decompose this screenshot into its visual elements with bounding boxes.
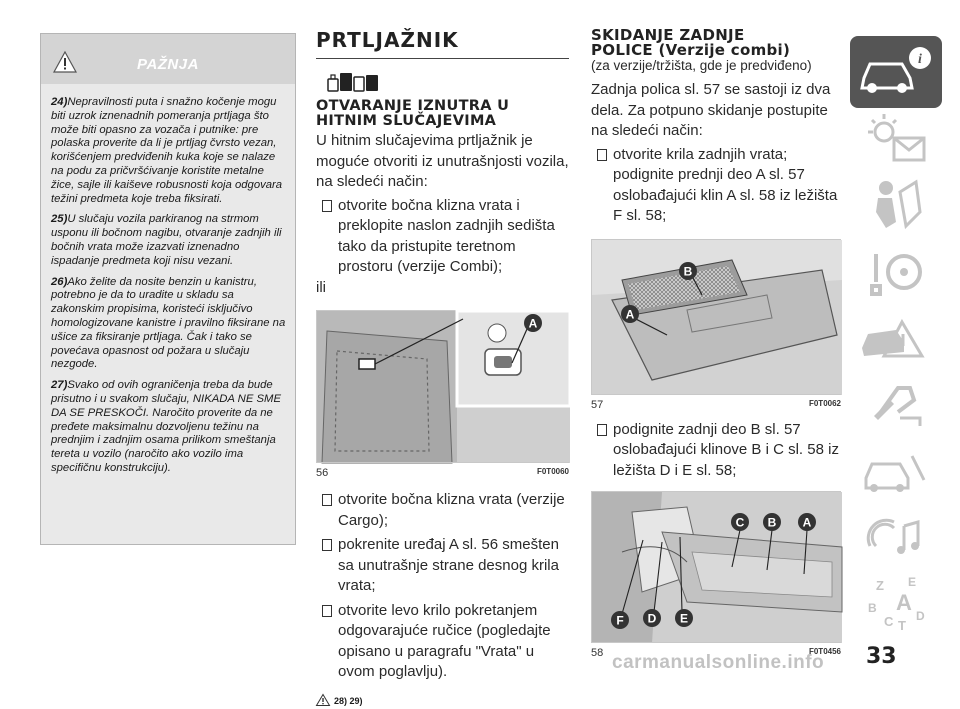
callout-label-d: D (647, 611, 657, 626)
list-item: pokrenite uređaj A sl. 56 smešten sa unutrašnje strane desnog krila vrata; (316, 535, 569, 597)
multimedia-icon (850, 502, 942, 568)
tab-key-steering[interactable] (850, 238, 942, 310)
section-title: SKIDANJE ZADNJE (591, 26, 745, 44)
svg-text:D: D (916, 609, 925, 623)
section-title: PRTLJAŽNIK (316, 28, 569, 59)
rear-shelf-illustration (592, 240, 842, 395)
tab-specifications[interactable] (850, 436, 942, 508)
references (316, 691, 569, 709)
figure-caption (316, 462, 569, 480)
watermark: carmanualsonline.info (612, 652, 825, 673)
intro-paragraph: Zadnja polica sl. 57 se sastoji iz dva dela. Za potpuno skidanje postupite na sledeći način: (591, 81, 831, 139)
tab-service[interactable] (850, 370, 942, 442)
reference-numbers: 28) 29) (334, 695, 363, 706)
warning-body (41, 84, 295, 476)
tab-airbag-seat[interactable] (850, 172, 942, 244)
callout-label-e: E (679, 611, 689, 626)
figure-58 (591, 491, 841, 642)
column-trunk (316, 28, 569, 709)
car-accident-icon (850, 304, 942, 370)
subsection-title: OTVARANJE IZNUTRA U HITNIM SLUČAJEVIMA (316, 98, 510, 129)
alphabetical-index-icon (850, 568, 942, 634)
subtitle: (za verzije/tržišta, gde je predviđeno) (591, 58, 812, 73)
figure-number: 58 (591, 647, 604, 659)
figure-56 (316, 310, 569, 462)
callout-label-c: C (735, 515, 745, 530)
car-info-icon (850, 36, 942, 108)
warning-item: 27)Svako od ovih ograničenja treba da bude prisutno i u svakom slučaju, NIKADA NE SME DA SE PRESKOČI. Naročito proverite da ne pređete maksimalnu dozvoljenu težinu na prednjim i zadnjim osama prilikom smeštanja tereta u vozilo (naročito ako vozilo ima specifičnu konstrukciju). (51, 379, 281, 474)
svg-text:A: A (896, 590, 912, 615)
callout-label-b: B (683, 264, 693, 278)
callout-label-b: B (767, 515, 777, 530)
warning-item: 24)Nepravilnosti puta i snažno kočenje mogu biti uzrok iznenadnih pomeranja prtljaga što može biti opasno za vozača i putnike: pre polaska proverite da li je prtljag čvrsto vezan, korišćenjem predviđenih kuka koje se nalaze na podu za pričvršćivanje koristite metalne žice, sajle ili kaiševe robusnosti koja odgovara težini predmeta koje treba fiksirati. (51, 96, 283, 205)
callout-label-f: F (616, 613, 624, 628)
callout-label-a: A (528, 316, 538, 331)
figure-caption (591, 394, 841, 412)
svg-text:Z: Z (876, 578, 884, 593)
intro-paragraph: U hitnim slučajevima prtljažnik je moguće otvoriti iz unutrašnjosti vozila, na sledeći način: (316, 132, 569, 190)
shelf-mount-illustration (592, 492, 842, 643)
checkbox-bullet-icon (322, 539, 332, 551)
svg-text:E: E (908, 575, 917, 589)
tab-emergency[interactable] (850, 304, 942, 376)
checkbox-bullet-icon (322, 494, 332, 506)
list-item: otvorite bočna klizna vrata (verzije Cargo); (316, 490, 569, 531)
specifications-icon (850, 436, 942, 502)
checkbox-bullet-icon (322, 605, 332, 617)
column-rear-shelf (591, 28, 841, 660)
or-text: ili (316, 278, 326, 296)
warning-item: 26)Ako želite da nosite benzin u kanistru, potrebno je da to uradite u skladu sa zakonskim propisima, koristeći isključivo homologizovane kanistre i pravilno fiksirane na ušice za fiksiranje prtljaga. Čak i tako se povećava opasnost od požara u slučaju nezgode. (51, 275, 286, 371)
svg-text:C: C (884, 614, 894, 629)
svg-text:B: B (868, 601, 877, 615)
svg-text:T: T (898, 618, 906, 633)
checkbox-bullet-icon (597, 424, 607, 436)
section-title-line2: POLICE (Verzije combi) (591, 41, 791, 59)
figure-code: F0T0060 (536, 467, 569, 476)
figure-number: 57 (591, 398, 604, 411)
luggage-icon (326, 71, 386, 93)
page-number: 33 (866, 644, 897, 669)
figure-code: F0T0062 (808, 398, 841, 408)
tab-multimedia[interactable] (850, 502, 942, 574)
tab-car-info[interactable] (850, 36, 942, 108)
key-steering-icon (850, 238, 942, 304)
warning-item: 25)U slučaju vozila parkiranog na strmom usponu ili bočnom nagibu, otvaranje zadnjih ili bočnih vrata može izazvati iznenadno ispadanje predmeta koji nisu vezani. (51, 213, 282, 267)
airbag-seat-icon (850, 172, 942, 238)
callout-label-a: A (802, 515, 812, 530)
warning-triangle-icon (316, 694, 330, 706)
tab-dashboard-lights[interactable] (850, 106, 942, 178)
callout-label-a: A (625, 307, 635, 321)
checkbox-bullet-icon (322, 200, 332, 212)
warning-title: PAŽNJA (137, 56, 199, 73)
figure-57 (591, 239, 841, 394)
svg-text:i: i (918, 52, 922, 67)
service-wrench-icon (850, 370, 942, 436)
figure-number: 56 (316, 467, 329, 479)
checkbox-bullet-icon (597, 149, 607, 161)
warning-header (41, 34, 295, 84)
list-item: otvorite levo krilo pokretanjem odgovarajuće ručice (pogledajte opisano u paragrafu "Vrata" u ovom poglavlju). (316, 601, 569, 683)
tab-index[interactable] (850, 568, 942, 640)
warning-box (40, 33, 296, 545)
list-item: podignite zadnji deo B sl. 57 oslobađajući klinove B i C sl. 58 iz ležišta D i E sl. 58; (591, 420, 841, 482)
list-item: otvorite krila zadnjih vrata; podignite prednji deo A sl. 57 oslobađajući klin A sl. 58 iz ležišta F sl. 58; (591, 145, 841, 227)
figure-code: F0T0456 (808, 647, 841, 656)
list-item: otvorite bočna klizna vrata i preklopite naslon zadnjih sedišta tako da pristupite teretnom prostoru (verzije Combi); (316, 196, 569, 278)
chapter-tabs (850, 36, 942, 636)
dashboard-lights-icon (850, 106, 942, 172)
door-interior-illustration (317, 311, 570, 463)
